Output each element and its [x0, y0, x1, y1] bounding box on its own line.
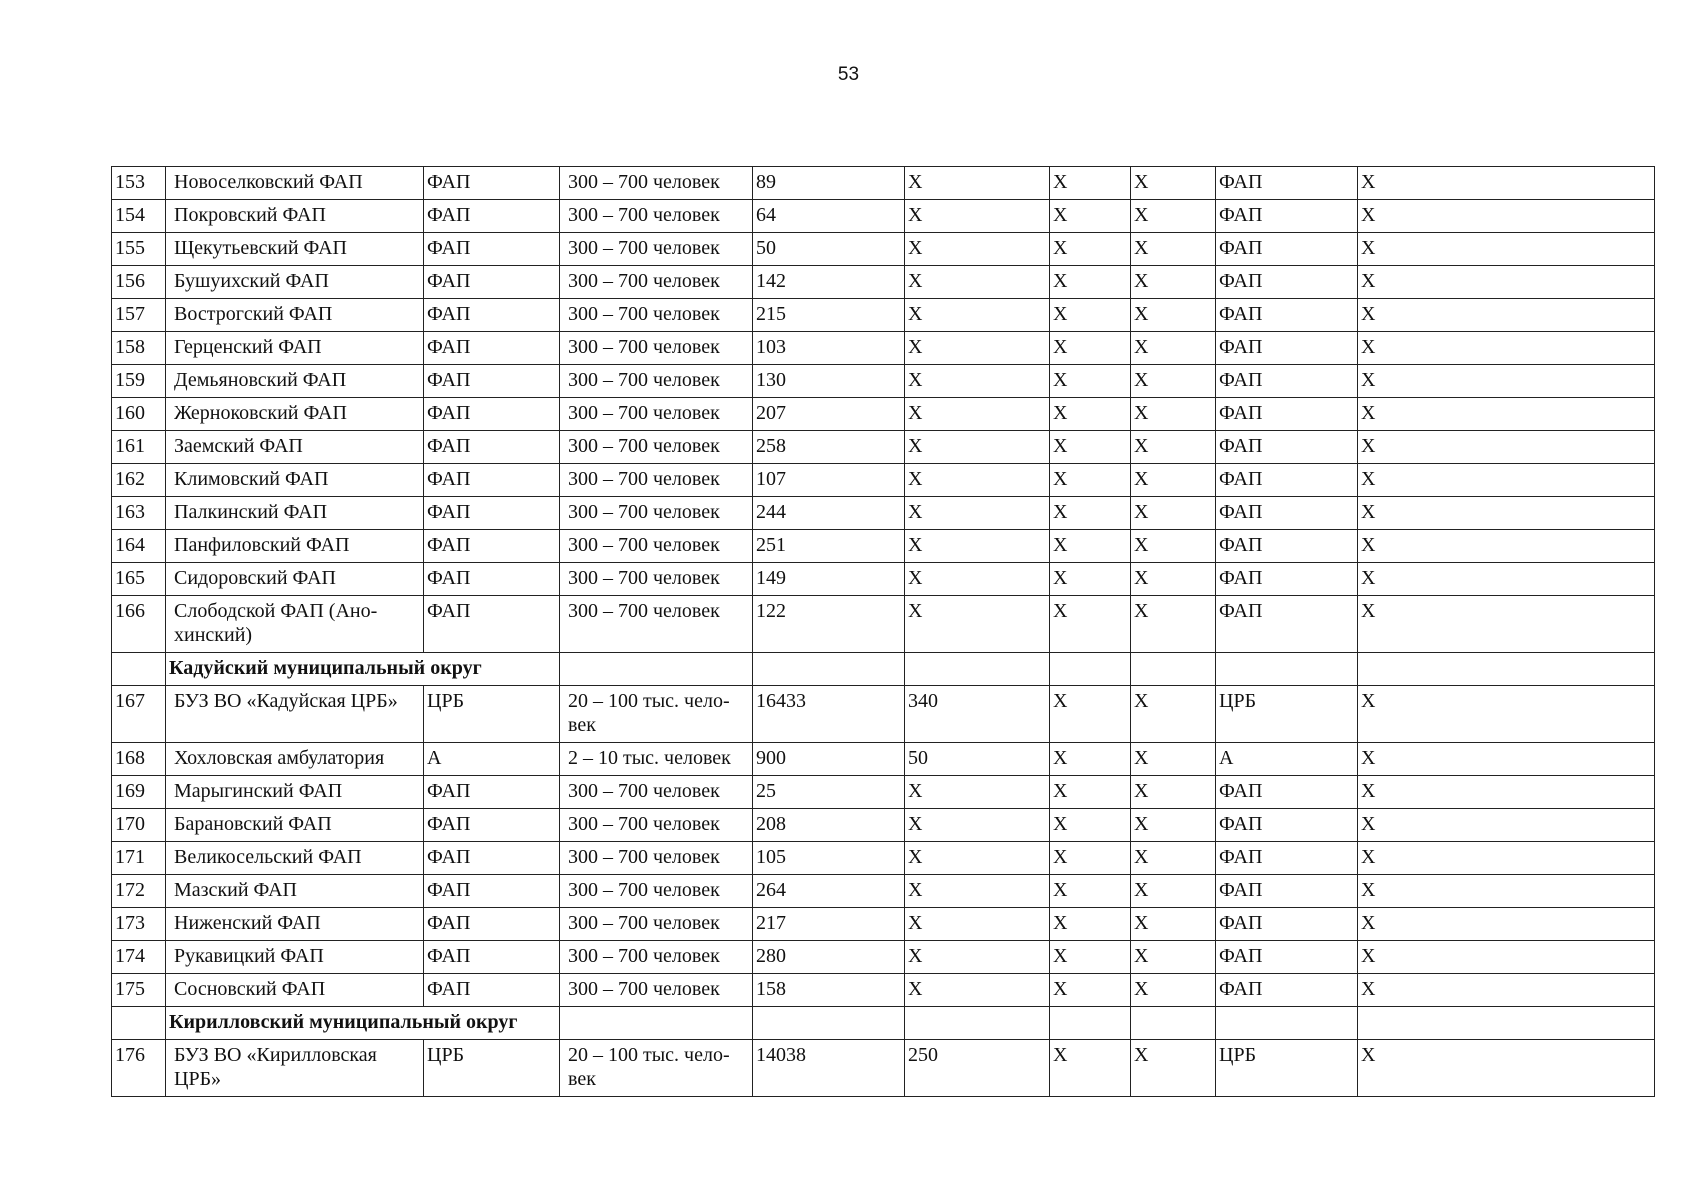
capacity-cell: X [905, 497, 1050, 530]
population-range-cell: 300 – 700 человек [560, 332, 753, 365]
population-range-cell: 300 – 700 человек [560, 233, 753, 266]
indicator-cell-6: X [1050, 563, 1131, 596]
section-empty-cell [1358, 653, 1655, 686]
indicator-cell-9: X [1358, 1040, 1655, 1097]
population-range-cell: 300 – 700 человек [560, 908, 753, 941]
table-row [112, 974, 1655, 1007]
facility-type-cell: ФАП [424, 563, 560, 596]
population-range-cell: 300 – 700 человек [560, 530, 753, 563]
indicator-cell-6: X [1050, 233, 1131, 266]
indicator-cell-6: X [1050, 842, 1131, 875]
indicator-cell-7: X [1131, 200, 1216, 233]
target-type-cell: ФАП [1216, 365, 1358, 398]
capacity-cell: X [905, 299, 1050, 332]
served-population-cell: 215 [753, 299, 905, 332]
row-number-cell: 154 [112, 200, 166, 233]
indicator-cell-7: X [1131, 365, 1216, 398]
capacity-cell: X [905, 233, 1050, 266]
row-number-cell: 158 [112, 332, 166, 365]
indicator-cell-9: X [1358, 200, 1655, 233]
row-number-cell: 173 [112, 908, 166, 941]
facility-type-cell: ФАП [424, 497, 560, 530]
served-population-cell: 207 [753, 398, 905, 431]
target-type-cell: ФАП [1216, 299, 1358, 332]
facility-type-cell: ФАП [424, 299, 560, 332]
row-number-cell: 165 [112, 563, 166, 596]
indicator-cell-7: X [1131, 974, 1216, 1007]
facility-name-cell: Герценский ФАП [166, 332, 424, 365]
capacity-cell: 250 [905, 1040, 1050, 1097]
indicator-cell-9: X [1358, 431, 1655, 464]
target-type-cell: ФАП [1216, 842, 1358, 875]
indicator-cell-6: X [1050, 431, 1131, 464]
indicator-cell-9: X [1358, 497, 1655, 530]
served-population-cell: 16433 [753, 686, 905, 743]
table-row [112, 743, 1655, 776]
target-type-cell: ФАП [1216, 233, 1358, 266]
facility-name-cell: Бушуихский ФАП [166, 266, 424, 299]
table-row [112, 332, 1655, 365]
facility-type-cell: ФАП [424, 776, 560, 809]
table-row [112, 266, 1655, 299]
facility-type-cell: ФАП [424, 530, 560, 563]
row-number-cell: 157 [112, 299, 166, 332]
row-number-cell: 159 [112, 365, 166, 398]
facility-name-cell: Великосельский ФАП [166, 842, 424, 875]
served-population-cell: 149 [753, 563, 905, 596]
section-empty-cell [560, 1007, 753, 1040]
served-population-cell: 264 [753, 875, 905, 908]
section-empty-cell [1358, 1007, 1655, 1040]
target-type-cell: ФАП [1216, 941, 1358, 974]
row-number-cell: 153 [112, 167, 166, 200]
table-row [112, 365, 1655, 398]
indicator-cell-7: X [1131, 398, 1216, 431]
indicator-cell-6: X [1050, 464, 1131, 497]
facility-name-cell: Сидоровский ФАП [166, 563, 424, 596]
section-empty-cell [905, 1007, 1050, 1040]
indicator-cell-6: X [1050, 200, 1131, 233]
population-range-cell: 2 – 10 тыс. человек [560, 743, 753, 776]
population-range-cell: 300 – 700 человек [560, 596, 753, 653]
indicator-cell-6: X [1050, 299, 1131, 332]
facility-type-cell: ФАП [424, 398, 560, 431]
facility-name-cell: Вострогский ФАП [166, 299, 424, 332]
table-row [112, 464, 1655, 497]
row-number-cell: 176 [112, 1040, 166, 1097]
section-empty-cell [1216, 1007, 1358, 1040]
facility-type-cell: ФАП [424, 842, 560, 875]
indicator-cell-9: X [1358, 530, 1655, 563]
facility-type-cell: ЦРБ [424, 686, 560, 743]
capacity-cell: X [905, 431, 1050, 464]
target-type-cell: ФАП [1216, 464, 1358, 497]
indicator-cell-7: X [1131, 941, 1216, 974]
facility-type-cell: ФАП [424, 365, 560, 398]
indicator-cell-9: X [1358, 941, 1655, 974]
row-number-cell: 156 [112, 266, 166, 299]
table-row [112, 809, 1655, 842]
capacity-cell: X [905, 266, 1050, 299]
facility-name-cell: Заемский ФАП [166, 431, 424, 464]
target-type-cell: ФАП [1216, 809, 1358, 842]
row-number-cell: 166 [112, 596, 166, 653]
target-type-cell: ЦРБ [1216, 686, 1358, 743]
capacity-cell: X [905, 530, 1050, 563]
population-range-cell: 300 – 700 человек [560, 875, 753, 908]
population-range-cell: 300 – 700 человек [560, 563, 753, 596]
population-range-cell: 300 – 700 человек [560, 167, 753, 200]
indicator-cell-9: X [1358, 809, 1655, 842]
section-empty-cell [1050, 1007, 1131, 1040]
capacity-cell: X [905, 875, 1050, 908]
population-range-cell: 300 – 700 человек [560, 497, 753, 530]
capacity-cell: X [905, 776, 1050, 809]
indicator-cell-9: X [1358, 596, 1655, 653]
facility-name-cell: Демьяновский ФАП [166, 365, 424, 398]
target-type-cell: ФАП [1216, 167, 1358, 200]
row-number-cell: 155 [112, 233, 166, 266]
target-type-cell: ФАП [1216, 332, 1358, 365]
indicator-cell-9: X [1358, 743, 1655, 776]
indicator-cell-7: X [1131, 233, 1216, 266]
table-body [112, 167, 1655, 1097]
target-type-cell: ФАП [1216, 200, 1358, 233]
population-range-cell: 20 – 100 тыс. чело-век [560, 1040, 753, 1097]
indicator-cell-9: X [1358, 686, 1655, 743]
section-empty-cell [560, 653, 753, 686]
population-range-cell: 300 – 700 человек [560, 299, 753, 332]
facility-type-cell: ФАП [424, 908, 560, 941]
facility-name-cell: Жерноковский ФАП [166, 398, 424, 431]
table-row [112, 398, 1655, 431]
section-row [112, 653, 1655, 686]
facility-name-cell: Новоселковский ФАП [166, 167, 424, 200]
population-range-cell: 20 – 100 тыс. чело-век [560, 686, 753, 743]
indicator-cell-6: X [1050, 596, 1131, 653]
section-empty-cell [112, 1007, 166, 1040]
section-empty-cell [753, 1007, 905, 1040]
facility-type-cell: ЦРБ [424, 1040, 560, 1097]
target-type-cell: ФАП [1216, 530, 1358, 563]
capacity-cell: X [905, 941, 1050, 974]
served-population-cell: 122 [753, 596, 905, 653]
row-number-cell: 170 [112, 809, 166, 842]
facility-type-cell: А [424, 743, 560, 776]
facility-type-cell: ФАП [424, 167, 560, 200]
indicator-cell-7: X [1131, 1040, 1216, 1097]
indicator-cell-7: X [1131, 908, 1216, 941]
served-population-cell: 103 [753, 332, 905, 365]
facility-name-cell: Марыгинский ФАП [166, 776, 424, 809]
target-type-cell: ФАП [1216, 563, 1358, 596]
served-population-cell: 130 [753, 365, 905, 398]
served-population-cell: 244 [753, 497, 905, 530]
indicator-cell-6: X [1050, 497, 1131, 530]
facilities-table [111, 166, 1655, 1097]
population-range-cell: 300 – 700 человек [560, 266, 753, 299]
indicator-cell-7: X [1131, 875, 1216, 908]
facility-type-cell: ФАП [424, 464, 560, 497]
facility-name-cell: БУЗ ВО «Кирилловская ЦРБ» [166, 1040, 424, 1097]
table-row [112, 776, 1655, 809]
row-number-cell: 168 [112, 743, 166, 776]
population-range-cell: 300 – 700 человек [560, 365, 753, 398]
section-title: Кирилловский муниципальный округ [166, 1007, 560, 1040]
section-empty-cell [1050, 653, 1131, 686]
facility-name-cell: Щекутьевский ФАП [166, 233, 424, 266]
facility-type-cell: ФАП [424, 200, 560, 233]
capacity-cell: X [905, 167, 1050, 200]
facility-name-cell: Хохловская амбулатория [166, 743, 424, 776]
indicator-cell-6: X [1050, 266, 1131, 299]
facility-name-cell: Панфиловский ФАП [166, 530, 424, 563]
indicator-cell-6: X [1050, 1040, 1131, 1097]
indicator-cell-7: X [1131, 563, 1216, 596]
section-title: Кадуйский муниципальный округ [166, 653, 560, 686]
target-type-cell: ФАП [1216, 908, 1358, 941]
section-empty-cell [753, 653, 905, 686]
population-range-cell: 300 – 700 человек [560, 941, 753, 974]
capacity-cell: X [905, 596, 1050, 653]
target-type-cell: ФАП [1216, 596, 1358, 653]
row-number-cell: 171 [112, 842, 166, 875]
capacity-cell: X [905, 332, 1050, 365]
indicator-cell-9: X [1358, 299, 1655, 332]
indicator-cell-9: X [1358, 875, 1655, 908]
indicator-cell-7: X [1131, 431, 1216, 464]
population-range-cell: 300 – 700 человек [560, 464, 753, 497]
indicator-cell-7: X [1131, 497, 1216, 530]
table-row [112, 233, 1655, 266]
row-number-cell: 164 [112, 530, 166, 563]
served-population-cell: 89 [753, 167, 905, 200]
served-population-cell: 50 [753, 233, 905, 266]
served-population-cell: 158 [753, 974, 905, 1007]
row-number-cell: 160 [112, 398, 166, 431]
target-type-cell: ФАП [1216, 398, 1358, 431]
served-population-cell: 25 [753, 776, 905, 809]
capacity-cell: X [905, 365, 1050, 398]
target-type-cell: ФАП [1216, 431, 1358, 464]
target-type-cell: А [1216, 743, 1358, 776]
population-range-cell: 300 – 700 человек [560, 431, 753, 464]
facility-name-cell: Мазский ФАП [166, 875, 424, 908]
population-range-cell: 300 – 700 человек [560, 809, 753, 842]
facility-name-cell: Барановский ФАП [166, 809, 424, 842]
served-population-cell: 105 [753, 842, 905, 875]
served-population-cell: 64 [753, 200, 905, 233]
facility-name-cell: Ниженский ФАП [166, 908, 424, 941]
indicator-cell-9: X [1358, 974, 1655, 1007]
facility-name-cell: Климовский ФАП [166, 464, 424, 497]
section-empty-cell [1131, 653, 1216, 686]
population-range-cell: 300 – 700 человек [560, 398, 753, 431]
indicator-cell-9: X [1358, 266, 1655, 299]
indicator-cell-6: X [1050, 974, 1131, 1007]
row-number-cell: 172 [112, 875, 166, 908]
indicator-cell-9: X [1358, 908, 1655, 941]
row-number-cell: 162 [112, 464, 166, 497]
table-row [112, 497, 1655, 530]
target-type-cell: ФАП [1216, 776, 1358, 809]
indicator-cell-6: X [1050, 686, 1131, 743]
target-type-cell: ФАП [1216, 266, 1358, 299]
row-number-cell: 175 [112, 974, 166, 1007]
facility-name-cell: Сосновский ФАП [166, 974, 424, 1007]
facility-type-cell: ФАП [424, 875, 560, 908]
capacity-cell: X [905, 200, 1050, 233]
served-population-cell: 280 [753, 941, 905, 974]
population-range-cell: 300 – 700 человек [560, 842, 753, 875]
table-row [112, 431, 1655, 464]
indicator-cell-7: X [1131, 299, 1216, 332]
indicator-cell-7: X [1131, 686, 1216, 743]
facility-type-cell: ФАП [424, 974, 560, 1007]
row-number-cell: 174 [112, 941, 166, 974]
indicator-cell-7: X [1131, 743, 1216, 776]
table-row [112, 941, 1655, 974]
indicator-cell-7: X [1131, 167, 1216, 200]
facility-type-cell: ФАП [424, 941, 560, 974]
indicator-cell-9: X [1358, 842, 1655, 875]
served-population-cell: 900 [753, 743, 905, 776]
indicator-cell-6: X [1050, 365, 1131, 398]
indicator-cell-6: X [1050, 167, 1131, 200]
row-number-cell: 169 [112, 776, 166, 809]
capacity-cell: X [905, 809, 1050, 842]
section-empty-cell [112, 653, 166, 686]
capacity-cell: X [905, 974, 1050, 1007]
table-row [112, 200, 1655, 233]
row-number-cell: 163 [112, 497, 166, 530]
indicator-cell-6: X [1050, 941, 1131, 974]
capacity-cell: X [905, 464, 1050, 497]
indicator-cell-7: X [1131, 530, 1216, 563]
served-population-cell: 208 [753, 809, 905, 842]
indicator-cell-7: X [1131, 464, 1216, 497]
indicator-cell-6: X [1050, 908, 1131, 941]
served-population-cell: 251 [753, 530, 905, 563]
facility-name-cell: Палкинский ФАП [166, 497, 424, 530]
population-range-cell: 300 – 700 человек [560, 776, 753, 809]
facility-type-cell: ФАП [424, 596, 560, 653]
target-type-cell: ФАП [1216, 497, 1358, 530]
capacity-cell: X [905, 842, 1050, 875]
served-population-cell: 258 [753, 431, 905, 464]
facility-type-cell: ФАП [424, 266, 560, 299]
table-row [112, 167, 1655, 200]
served-population-cell: 14038 [753, 1040, 905, 1097]
indicator-cell-7: X [1131, 596, 1216, 653]
row-number-cell: 161 [112, 431, 166, 464]
facility-type-cell: ФАП [424, 809, 560, 842]
table-row [112, 563, 1655, 596]
table-row [112, 530, 1655, 563]
indicator-cell-7: X [1131, 809, 1216, 842]
target-type-cell: ЦРБ [1216, 1040, 1358, 1097]
indicator-cell-9: X [1358, 464, 1655, 497]
indicator-cell-6: X [1050, 743, 1131, 776]
target-type-cell: ФАП [1216, 875, 1358, 908]
indicator-cell-9: X [1358, 398, 1655, 431]
served-population-cell: 217 [753, 908, 905, 941]
capacity-cell: X [905, 908, 1050, 941]
table-row [112, 686, 1655, 743]
indicator-cell-9: X [1358, 233, 1655, 266]
section-empty-cell [905, 653, 1050, 686]
table-row [112, 842, 1655, 875]
indicator-cell-6: X [1050, 530, 1131, 563]
indicator-cell-7: X [1131, 332, 1216, 365]
capacity-cell: 340 [905, 686, 1050, 743]
section-empty-cell [1131, 1007, 1216, 1040]
indicator-cell-9: X [1358, 563, 1655, 596]
table-row [112, 299, 1655, 332]
facility-name-cell: Рукавицкий ФАП [166, 941, 424, 974]
facility-name-cell: Покровский ФАП [166, 200, 424, 233]
table-row [112, 1040, 1655, 1097]
population-range-cell: 300 – 700 человек [560, 200, 753, 233]
indicator-cell-6: X [1050, 776, 1131, 809]
indicator-cell-7: X [1131, 266, 1216, 299]
row-number-cell: 167 [112, 686, 166, 743]
table-row [112, 875, 1655, 908]
capacity-cell: 50 [905, 743, 1050, 776]
indicator-cell-7: X [1131, 776, 1216, 809]
indicator-cell-7: X [1131, 842, 1216, 875]
indicator-cell-6: X [1050, 398, 1131, 431]
facility-name-cell: Слободской ФАП (Ано-хинский) [166, 596, 424, 653]
section-empty-cell [1216, 653, 1358, 686]
indicator-cell-9: X [1358, 776, 1655, 809]
indicator-cell-9: X [1358, 167, 1655, 200]
table-row [112, 596, 1655, 653]
capacity-cell: X [905, 563, 1050, 596]
capacity-cell: X [905, 398, 1050, 431]
indicator-cell-6: X [1050, 332, 1131, 365]
indicator-cell-6: X [1050, 875, 1131, 908]
section-row [112, 1007, 1655, 1040]
indicator-cell-9: X [1358, 332, 1655, 365]
facility-type-cell: ФАП [424, 332, 560, 365]
population-range-cell: 300 – 700 человек [560, 974, 753, 1007]
target-type-cell: ФАП [1216, 974, 1358, 1007]
facility-type-cell: ФАП [424, 233, 560, 266]
table-row [112, 908, 1655, 941]
served-population-cell: 107 [753, 464, 905, 497]
page-number: 53 [837, 64, 860, 85]
indicator-cell-9: X [1358, 365, 1655, 398]
served-population-cell: 142 [753, 266, 905, 299]
indicator-cell-6: X [1050, 809, 1131, 842]
facility-name-cell: БУЗ ВО «Кадуйская ЦРБ» [166, 686, 424, 743]
facility-type-cell: ФАП [424, 431, 560, 464]
